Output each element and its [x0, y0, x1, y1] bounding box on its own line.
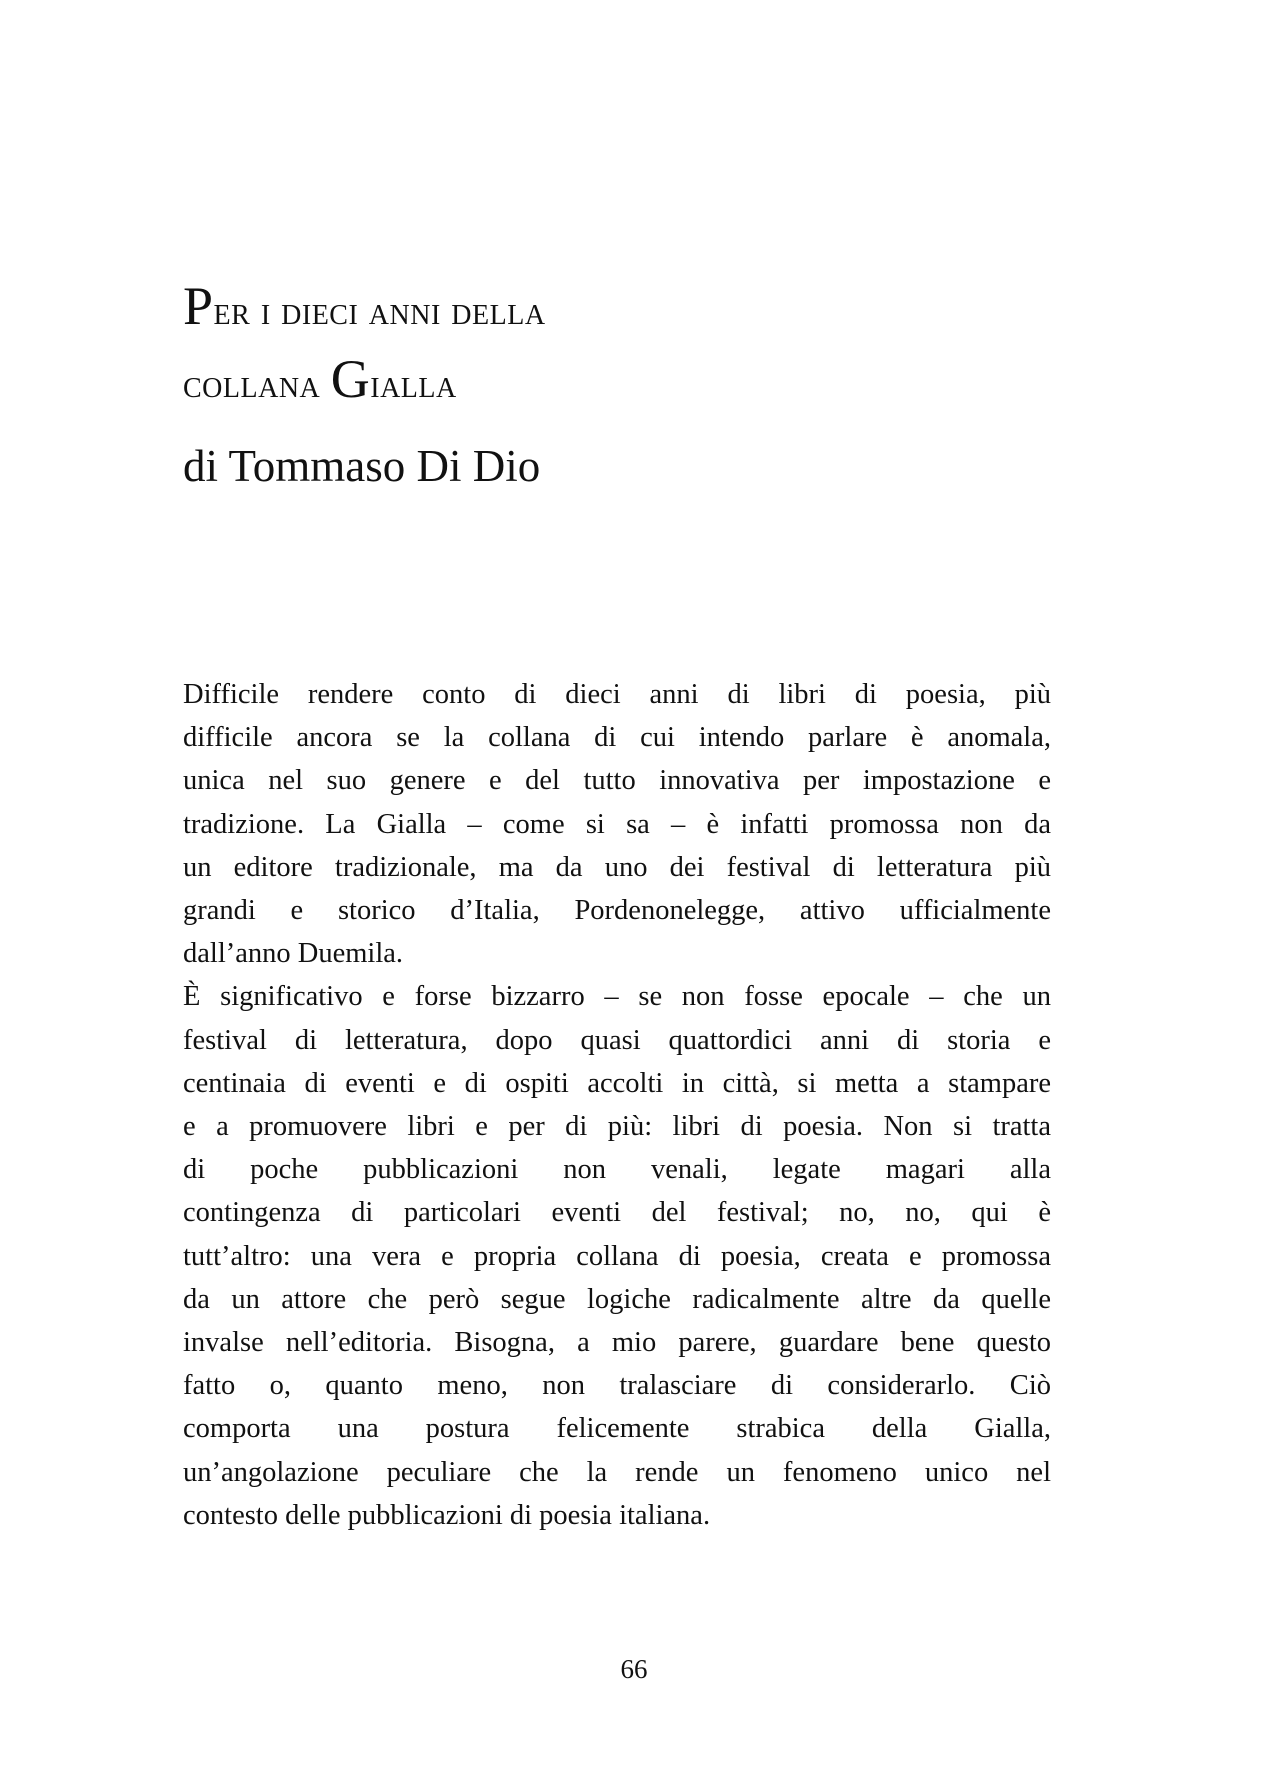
body-line: dall’anno Duemila. — [183, 938, 404, 970]
body-line: contingenza di particolari eventi del festival; no, no, qui è — [183, 1197, 1051, 1229]
chapter-title-line-2 — [183, 345, 1043, 418]
body-line: comporta una postura felicemente strabica della Gialla, — [183, 1413, 1051, 1445]
body-line: da un attore che però segue logiche radicalmente altre da quelle — [183, 1283, 1051, 1315]
body-line: tutt’altro: una vera e propria collana di poesia, creata e promossa — [183, 1240, 1051, 1272]
body-line: di poche pubblicazioni non venali, legate magari alla — [183, 1154, 1051, 1186]
page-number: 66 — [620, 1654, 648, 1684]
chapter-title-line-1 — [183, 272, 1043, 345]
chapter-title — [183, 272, 1043, 418]
body-line: Difficile rendere conto di dieci anni di libri di poesia, più — [183, 679, 1051, 710]
title-initial-p: P — [183, 276, 214, 336]
body-line: difficile ancora se la collana di cui intendo parlare è anomala, — [183, 722, 1051, 754]
title-line-2-lead: collana — [183, 361, 331, 406]
body-line: unica nel suo genere e del tutto innovativa per impostazione e — [183, 765, 1051, 797]
title-initial-g: G — [330, 349, 371, 409]
title-line-2-rest: ialla — [370, 361, 457, 406]
body-line: festival di letteratura, dopo quasi quattordici anni di storia e — [183, 1024, 1051, 1056]
author-byline: di Tommaso Di Dio — [183, 441, 541, 491]
body-line: tradizione. La Gialla – come si sa – è infatti promossa non da — [183, 808, 1051, 840]
body-line: un’angolazione peculiare che la rende un fenomeno unico nel — [183, 1456, 1051, 1488]
body-line: contesto delle pubblicazioni di poesia italiana. — [183, 1499, 711, 1531]
body-line: grandi e storico d’Italia, Pordenonelegge, attivo ufficialmente — [183, 895, 1051, 927]
title-line-1-rest: er i dieci anni della — [213, 288, 546, 333]
body-line: È significativo e forse bizzarro – se non fosse epocale – che un — [183, 981, 1051, 1013]
body-text — [183, 673, 1051, 1537]
body-line: centinaia di eventi e di ospiti accolti in città, si metta a stampare — [183, 1067, 1051, 1099]
body-line: fatto o, quanto meno, non tralasciare di considerarlo. Ciò — [183, 1370, 1051, 1402]
body-line: un editore tradizionale, ma da uno dei festival di letteratura più — [183, 851, 1051, 883]
body-line: invalse nell’editoria. Bisogna, a mio parere, guardare bene questo — [183, 1327, 1051, 1359]
body-line: e a promuovere libri e per di più: libri di poesia. Non si tratta — [183, 1111, 1051, 1143]
